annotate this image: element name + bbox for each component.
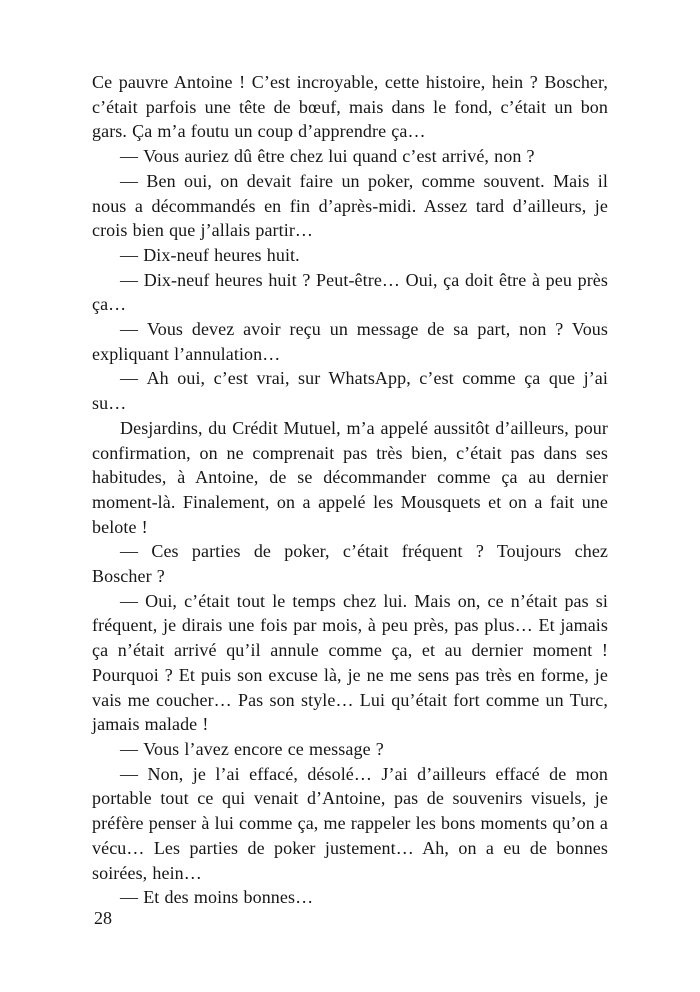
paragraph: — Vous auriez dû être chez lui quand c’est arrivé, non ? xyxy=(120,146,535,167)
paragraph: — Dix-neuf heures huit ? Peut-être… Oui, ça doit être à peu près ça… xyxy=(92,269,608,315)
paragraph: Ce pauvre Antoine ! C’est incroyable, cette histoire, hein ? Boscher, c’était parfois une tête de bœuf, mais dans le fond, c’était un bon gars. Ça m’a foutu un coup d’apprendre ça… xyxy=(92,72,608,142)
paragraph: — Vous l’avez encore ce message ? xyxy=(120,738,384,759)
paragraph: — Non, je l’ai effacé, désolé… J’ai d’ailleurs effacé de mon portable tout ce qui venait d’Antoine, pas de souvenirs visuels, je préfère penser à lui comme ça, me rappeler les bons moments qu’on a vécu… Les parties de poker justement… Ah, on a eu de bonnes soirées, hein… xyxy=(92,763,609,883)
page-number: 28 xyxy=(94,908,112,928)
paragraph: — Ah oui, c’est vrai, sur WhatsApp, c’est comme ça que j’ai su… xyxy=(92,368,608,414)
paragraph: — Dix-neuf heures huit. xyxy=(120,244,300,265)
paragraph: — Et des moins bonnes… xyxy=(120,887,314,908)
paragraph: — Ces parties de poker, c’était fréquent ? Toujours chez Boscher ? xyxy=(92,541,608,587)
paragraph: — Oui, c’était tout le temps chez lui. Mais on, ce n’était pas si fréquent, je dirais une fois par mois, à peu près, pas plus… Et jamais ça n’était arrivé qu’il annule comme ça, et au dernier moment ! Pourquoi ? Et puis son excuse là, je ne me sens pas très en forme, je vais me coucher… Pas son style… Lui qu’était fort comme un Turc, jamais malade ! xyxy=(92,590,608,735)
paragraph: — Vous devez avoir reçu un message de sa part, non ? Vous expliquant l’annulation… xyxy=(92,319,608,364)
paragraph: — Ben oui, on devait faire un poker, comme souvent. Mais il nous a décommandés en fin d’après-midi. Assez tard d’ailleurs, je crois bien que j’allais partir… xyxy=(92,170,608,241)
text-block xyxy=(92,70,608,910)
paragraph: Desjardins, du Crédit Mutuel, m’a appelé aussitôt d’ailleurs, pour confirmation, on ne comprenait pas très bien, c’était pas dans ses habitudes, à Antoine, de se décommander comme ça au dernier moment-là. Finalement, on a appelé les Mousquets et on a fait une belote ! xyxy=(92,417,608,537)
